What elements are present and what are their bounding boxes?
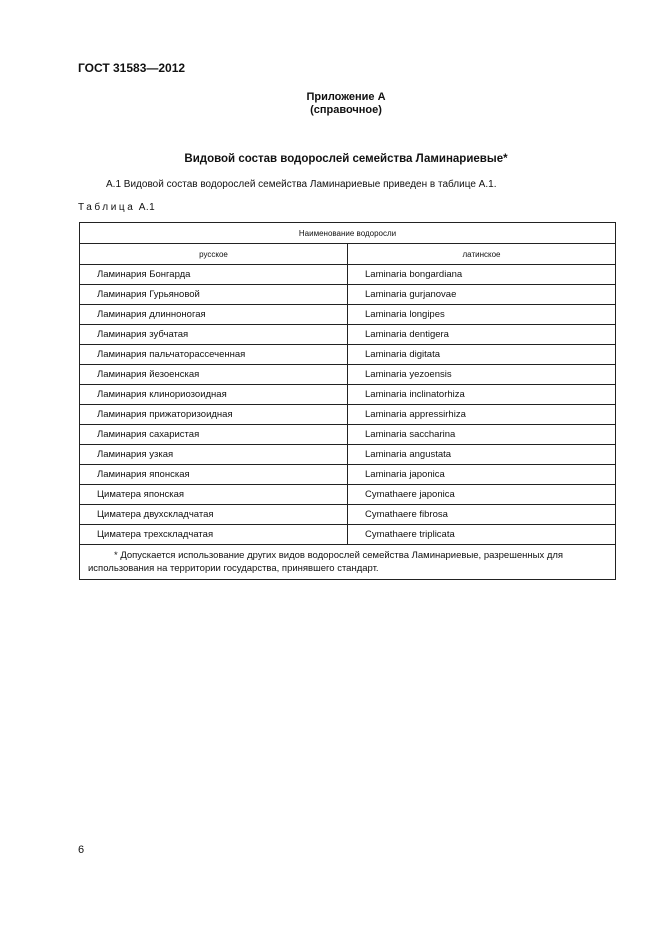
latin-name-cell: Cymathaere triplicata: [348, 525, 616, 545]
appendix-heading: [0, 91, 661, 117]
russian-name-cell: Ламинария клинориозоидная: [80, 385, 348, 405]
latin-name-cell: Cymathaere japonica: [348, 485, 616, 505]
russian-name-cell: Ламинария йезоенская: [80, 365, 348, 385]
table-caption-number: А.1: [138, 202, 156, 213]
page-number: 6: [78, 844, 85, 856]
latin-name-cell: Laminaria dentigera: [348, 325, 616, 345]
table-row: [80, 465, 616, 485]
russian-name-cell: Ламинария японская: [80, 465, 348, 485]
standard-header: ГОСТ 31583—2012: [78, 61, 186, 75]
table-row: [80, 425, 616, 445]
table-row: [80, 305, 616, 325]
table-header-main: Наименование водоросли: [80, 223, 616, 244]
russian-name-cell: Ламинария пальчаторассеченная: [80, 345, 348, 365]
table-body: [80, 265, 616, 545]
russian-name-cell: Ламинария узкая: [80, 445, 348, 465]
russian-name-cell: Ламинария сахаристая: [80, 425, 348, 445]
appendix-title: Приложение А: [306, 91, 386, 103]
table-row: [80, 265, 616, 285]
russian-name-cell: Циматера трехскладчатая: [80, 525, 348, 545]
table-caption: [78, 202, 155, 213]
russian-name-cell: Ламинария Гурьяновой: [80, 285, 348, 305]
table-row: [80, 345, 616, 365]
section-title: Видовой состав водорослей семейства Ламинариевые*: [184, 153, 508, 165]
russian-name-cell: Ламинария зубчатая: [80, 325, 348, 345]
latin-name-cell: Laminaria yezoensis: [348, 365, 616, 385]
latin-name-cell: Laminaria angustata: [348, 445, 616, 465]
table-row: [80, 505, 616, 525]
table-header-russian: русское: [80, 244, 348, 265]
table-row: [80, 405, 616, 425]
russian-name-cell: Ламинария длинноногая: [80, 305, 348, 325]
latin-name-cell: Laminaria bongardiana: [348, 265, 616, 285]
russian-name-cell: Ламинария Бонгарда: [80, 265, 348, 285]
table-footnote: * Допускается использование других видов водорослей семейства Ламинариевые, разрешенных для использования на территории государства, принявшего стандарт.: [88, 550, 564, 574]
table-footnote-cell: [80, 545, 616, 580]
latin-name-cell: Laminaria saccharina: [348, 425, 616, 445]
latin-name-cell: Laminaria appressirhiza: [348, 405, 616, 425]
latin-name-cell: Laminaria digitata: [348, 345, 616, 365]
table-row: [80, 325, 616, 345]
species-table: [79, 222, 616, 580]
table-row: [80, 285, 616, 305]
russian-name-cell: Циматера японская: [80, 485, 348, 505]
table-header-latin: латинское: [348, 244, 616, 265]
latin-name-cell: Laminaria gurjanovae: [348, 285, 616, 305]
table-row: [80, 445, 616, 465]
intro-paragraph: А.1 Видовой состав водорослей семейства Ламинариевые приведен в таблице А.1.: [106, 179, 497, 190]
appendix-subtitle: (справочное): [310, 104, 382, 116]
table-row: [80, 485, 616, 505]
table-row: [80, 525, 616, 545]
latin-name-cell: Cymathaere fibrosa: [348, 505, 616, 525]
latin-name-cell: Laminaria longipes: [348, 305, 616, 325]
table-row: [80, 385, 616, 405]
table-caption-label: Таблица: [78, 202, 136, 213]
russian-name-cell: Ламинария прижаторизоидная: [80, 405, 348, 425]
latin-name-cell: Laminaria inclinatorhiza: [348, 385, 616, 405]
latin-name-cell: Laminaria japonica: [348, 465, 616, 485]
table-row: [80, 365, 616, 385]
russian-name-cell: Циматера двухскладчатая: [80, 505, 348, 525]
